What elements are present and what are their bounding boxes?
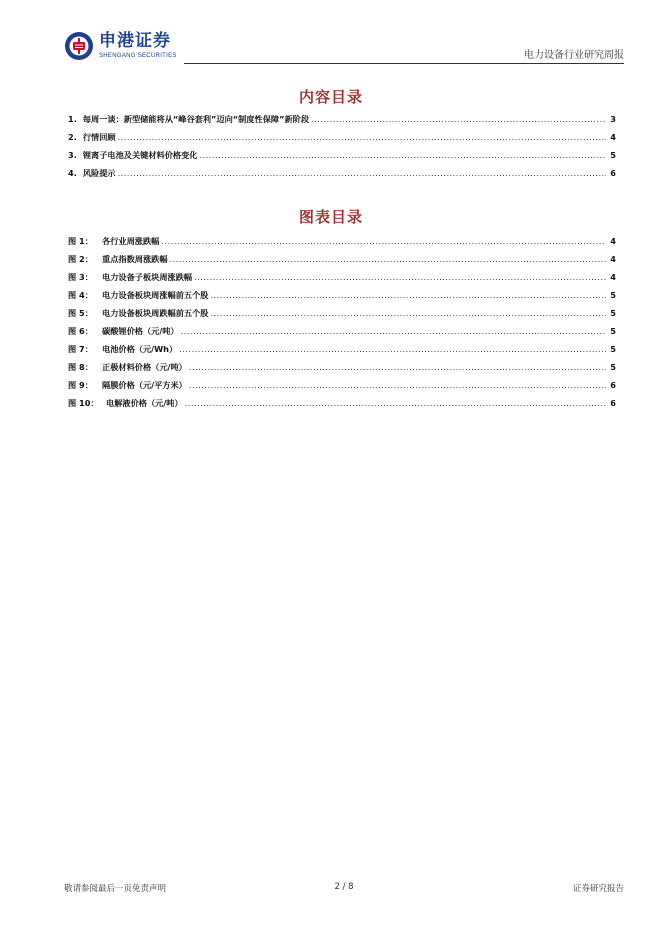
- figure-entry[interactable]: [68, 250, 616, 268]
- figure-entry-number: 图 4：: [68, 290, 93, 300]
- figure-entry-page: 4: [610, 254, 616, 264]
- figure-entry-label: 正极材料价格（元/吨）: [102, 362, 187, 372]
- figure-entry-number: 图 3：: [68, 272, 93, 282]
- figure-entry[interactable]: [68, 322, 616, 340]
- dot-leader: [311, 110, 606, 128]
- figure-entry-number: 图 8：: [68, 362, 93, 372]
- dot-leader: [179, 340, 606, 358]
- figure-entry-page: 5: [610, 344, 616, 354]
- figure-entry-label: 电力设备子板块周涨跌幅: [102, 272, 193, 282]
- figures-title: 图表目录: [298, 208, 363, 226]
- toc-entry-label: 每周一谈：新型储能将从“峰谷套利”迈向“制度性保障”新阶段: [82, 114, 310, 124]
- dot-leader: [199, 146, 606, 164]
- dot-leader: [118, 164, 607, 182]
- dot-leader: [210, 304, 606, 322]
- figure-entry[interactable]: [68, 268, 616, 286]
- figure-entry-page: 5: [610, 362, 616, 372]
- figure-entry[interactable]: [68, 394, 616, 412]
- page-number: 2 / 8: [334, 882, 354, 892]
- figure-entry-label: 各行业周涨跌幅: [102, 236, 160, 246]
- toc-entry[interactable]: [68, 110, 616, 128]
- figure-entry-number: 图 10：: [68, 398, 99, 408]
- page-header: [64, 30, 624, 64]
- figure-entry[interactable]: [68, 376, 616, 394]
- toc-entry-page: 5: [610, 150, 616, 160]
- report-category: 证券研究报告: [572, 884, 624, 894]
- report-type: 电力设备行业研究周报: [524, 50, 624, 61]
- dot-leader: [189, 358, 606, 376]
- dot-leader: [194, 268, 606, 286]
- figure-entry-page: 4: [610, 272, 616, 282]
- toc-entry[interactable]: [68, 128, 616, 146]
- figure-entry-page: 5: [610, 308, 616, 318]
- figure-entry-number: 图 6：: [68, 326, 93, 336]
- toc-entry-label: 风险提示: [82, 168, 116, 178]
- figure-entry[interactable]: [68, 232, 616, 250]
- dot-leader: [118, 128, 607, 146]
- figure-entry-label: 隔膜价格（元/平方米）: [102, 380, 187, 390]
- dot-leader: [210, 286, 606, 304]
- figure-entry-number: 图 9：: [68, 380, 93, 390]
- figure-entry-label: 重点指数周涨跌幅: [102, 254, 168, 264]
- figure-entry[interactable]: [68, 286, 616, 304]
- toc-entry-label: 行情回顾: [82, 132, 116, 142]
- figure-entry-page: 4: [610, 236, 616, 246]
- toc-title: 内容目录: [298, 88, 363, 106]
- toc-entry-number: 1.: [68, 114, 77, 124]
- logo-chinese-name: 申港证券: [99, 31, 171, 51]
- toc-entry-number: 2.: [68, 132, 77, 142]
- dot-leader: [185, 394, 607, 412]
- disclaimer-note: 敬请参阅最后一页免责声明: [64, 884, 167, 894]
- figure-entry-label: 电解液价格（元/吨）: [106, 398, 183, 408]
- figure-entry-label: 碳酸锂价格（元/吨）: [102, 326, 179, 336]
- figure-entry[interactable]: [68, 358, 616, 376]
- shengang-logo-icon: [64, 31, 94, 61]
- figure-entry-page: 5: [610, 290, 616, 300]
- figure-entry-number: 图 5：: [68, 308, 93, 318]
- figure-entry-number: 图 7：: [68, 344, 93, 354]
- figure-entry[interactable]: [68, 340, 616, 358]
- dot-leader: [170, 250, 607, 268]
- toc-entry-number: 3.: [68, 150, 77, 160]
- toc-entry-page: 3: [610, 114, 616, 124]
- header-divider: [184, 63, 624, 64]
- toc-entry-page: 6: [610, 168, 616, 178]
- figure-entry-label: 电力设备板块周涨幅前五个股: [102, 290, 209, 300]
- figures-list: [68, 232, 616, 412]
- logo-english-name: SHENGANG SECURITIES: [99, 53, 177, 59]
- figure-entry-label: 电力设备板块周跌幅前五个股: [102, 308, 209, 318]
- figure-entry-number: 图 1：: [68, 236, 93, 246]
- company-logo: [64, 30, 177, 62]
- figure-entry[interactable]: [68, 304, 616, 322]
- toc-entry[interactable]: [68, 164, 616, 182]
- dot-leader: [189, 376, 606, 394]
- toc-entry-label: 锂离子电池及关键材料价格变化: [82, 150, 198, 160]
- toc-entry-page: 4: [610, 132, 616, 142]
- figure-entry-label: 电池价格（元/Wh）: [102, 344, 178, 354]
- page-footer: [64, 882, 624, 896]
- dot-leader: [161, 232, 606, 250]
- figure-entry-page: 6: [610, 380, 616, 390]
- toc-entry-number: 4.: [68, 168, 77, 178]
- figure-entry-page: 6: [610, 398, 616, 408]
- toc-entry[interactable]: [68, 146, 616, 164]
- dot-leader: [181, 322, 607, 340]
- toc-list: [68, 110, 616, 182]
- figure-entry-number: 图 2：: [68, 254, 93, 264]
- figure-entry-page: 5: [610, 326, 616, 336]
